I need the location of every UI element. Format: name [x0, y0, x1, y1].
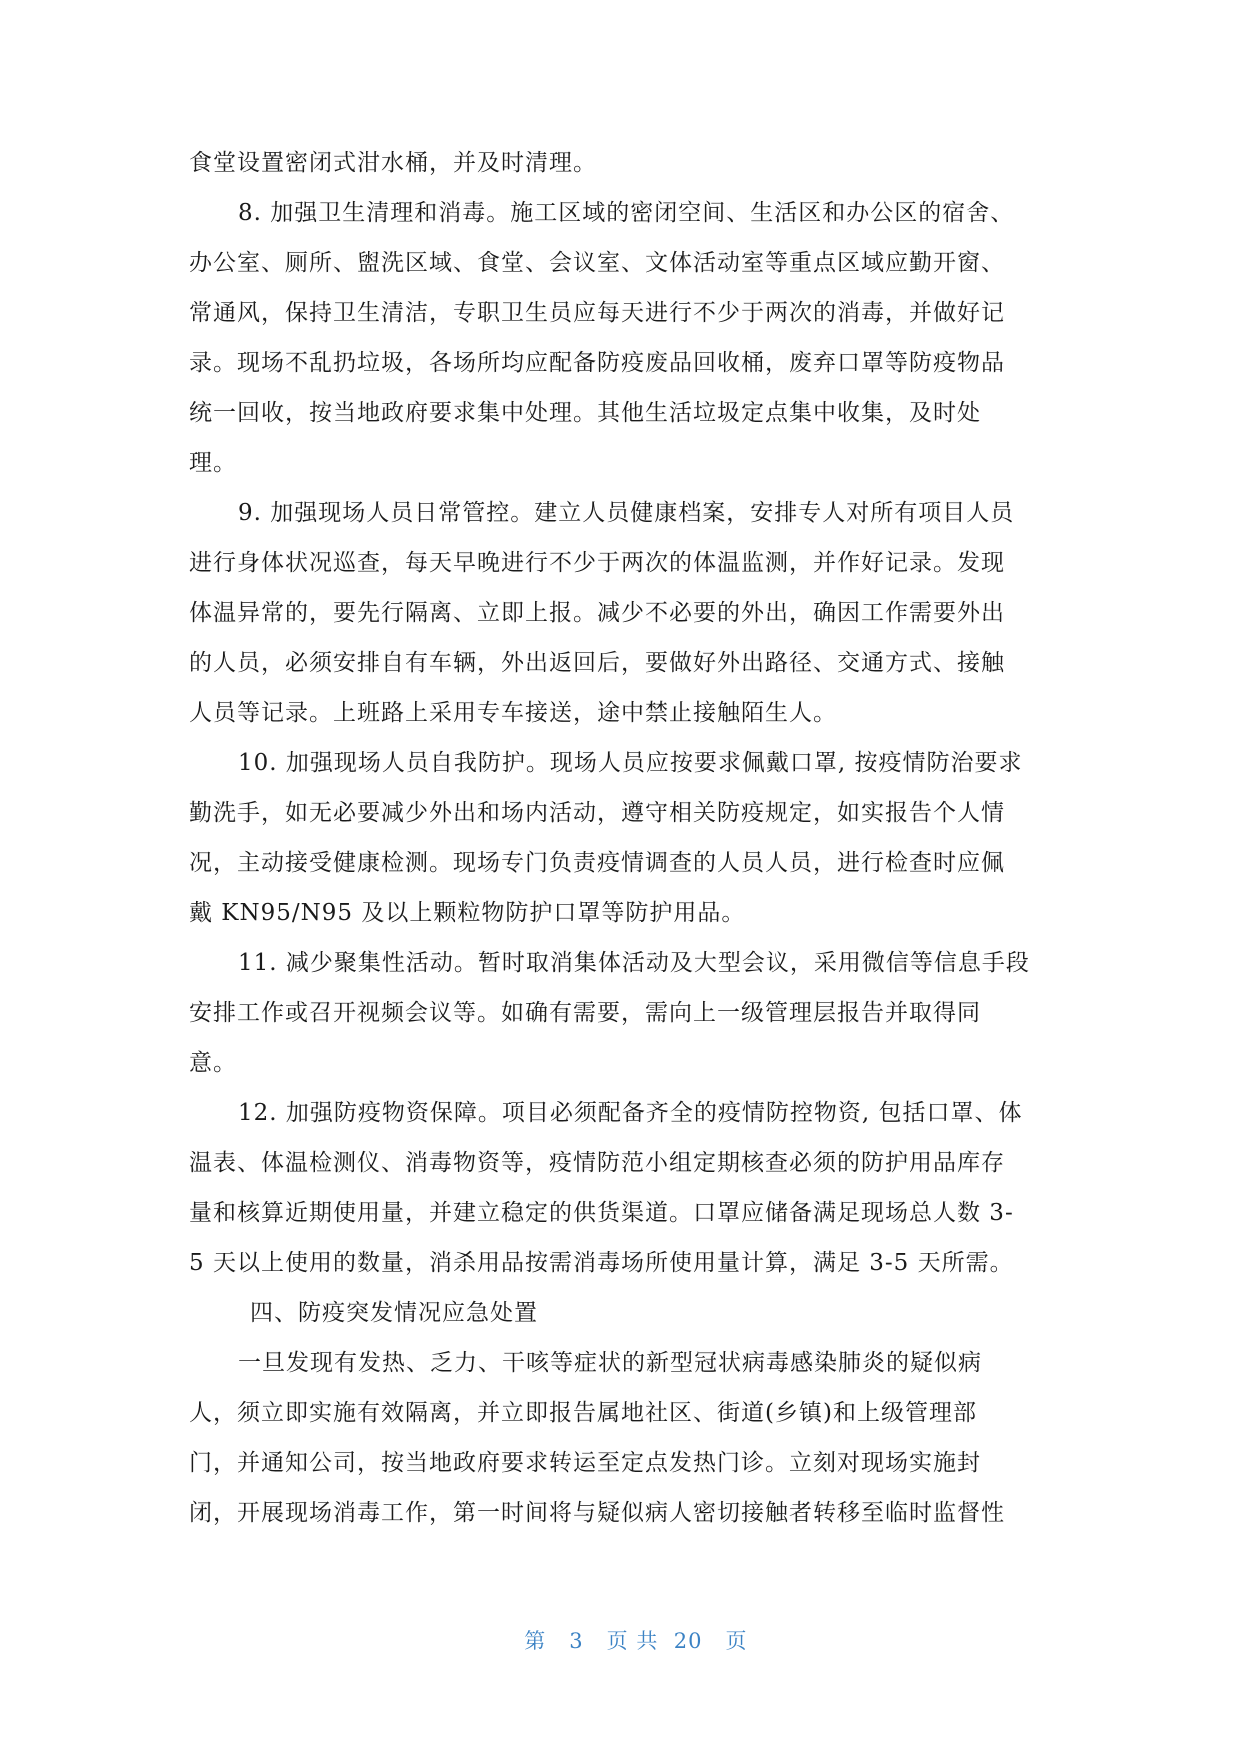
text-line: 统一回收，按当地政府要求集中处理。其他生活垃圾定点集中收集，及时处 [189, 400, 981, 426]
text-line: 温表、体温检测仪、消毒物资等，疫情防范小组定期核查必须的防护用品库存 [189, 1150, 1005, 1176]
text-line: 勤洗手，如无必要减少外出和场内活动，遵守相关防疫规定，如实报告个人情 [189, 800, 1005, 826]
text-line: 人员等记录。上班路上采用专车接送，途中禁止接触陌生人。 [189, 700, 837, 726]
text-line: 况，主动接受健康检测。现场专门负责疫情调查的人员人员，进行检查时应佩 [189, 850, 1005, 876]
text-line: 意。 [189, 1050, 237, 1076]
current-page-number: 3 [569, 1629, 584, 1653]
text-line: 10. 加强现场人员自我防护。现场人员应按要求佩戴口罩, 按疫情防治要求 [238, 750, 1023, 776]
text-line: 常通风，保持卫生清洁，专职卫生员应每天进行不少于两次的消毒，并做好记 [189, 300, 1005, 326]
footer-prefix: 第 [524, 1629, 547, 1653]
text-line: 人，须立即实施有效隔离，并立即报告属地社区、街道(乡镇)和上级管理部 [189, 1400, 977, 1426]
text-line: 的人员，必须安排自有车辆，外出返回后，要做好外出路径、交通方式、接触 [189, 650, 1005, 676]
footer-middle: 页 共 [606, 1629, 659, 1653]
section-heading: 四、防疫突发情况应急处置 [250, 1300, 538, 1326]
text-line: 5 天以上使用的数量，消杀用品按需消毒场所使用量计算，满足 3-5 天所需。 [189, 1250, 1014, 1276]
page-footer [0, 1599, 1241, 1683]
text-line: 办公室、厕所、盥洗区域、食堂、会议室、文体活动室等重点区域应勤开窗、 [189, 250, 1005, 276]
total-pages-number: 20 [673, 1629, 703, 1653]
text-line: 戴 KN95/N95 及以上颗粒物防护口罩等防护用品。 [189, 900, 746, 926]
text-line: 理。 [189, 450, 237, 476]
text-line: 体温异常的，要先行隔离、立即上报。减少不必要的外出，确因工作需要外出 [189, 600, 1005, 626]
text-line: 安排工作或召开视频会议等。如确有需要，需向上一级管理层报告并取得同 [189, 1000, 981, 1026]
text-line: 进行身体状况巡查，每天早晚进行不少于两次的体温监测，并作好记录。发现 [189, 550, 1005, 576]
text-line: 录。现场不乱扔垃圾，各场所均应配备防疫废品回收桶，废弃口罩等防疫物品 [189, 350, 1005, 376]
text-line: 一旦发现有发热、乏力、干咳等症状的新型冠状病毒感染肺炎的疑似病 [238, 1350, 982, 1376]
text-line: 12. 加强防疫物资保障。项目必须配备齐全的疫情防控物资, 包括口罩、体 [238, 1100, 1023, 1126]
text-line: 8. 加强卫生清理和消毒。施工区域的密闭空间、生活区和办公区的宿舍、 [238, 200, 1015, 226]
text-line: 11. 减少聚集性活动。暂时取消集体活动及大型会议，采用微信等信息手段 [238, 950, 1030, 976]
text-line: 9. 加强现场人员日常管控。建立人员健康档案，安排专人对所有项目人员 [238, 500, 1015, 526]
text-line: 量和核算近期使用量，并建立稳定的供货渠道。口罩应储备满足现场总人数 3- [189, 1200, 1014, 1226]
text-line: 闭，开展现场消毒工作，第一时间将与疑似病人密切接触者转移至临时监督性 [189, 1500, 1005, 1526]
footer-suffix: 页 [725, 1629, 748, 1653]
text-line: 食堂设置密闭式泔水桶，并及时清理。 [189, 150, 597, 176]
text-line: 门，并通知公司，按当地政府要求转运至定点发热门诊。立刻对现场实施封 [189, 1450, 981, 1476]
